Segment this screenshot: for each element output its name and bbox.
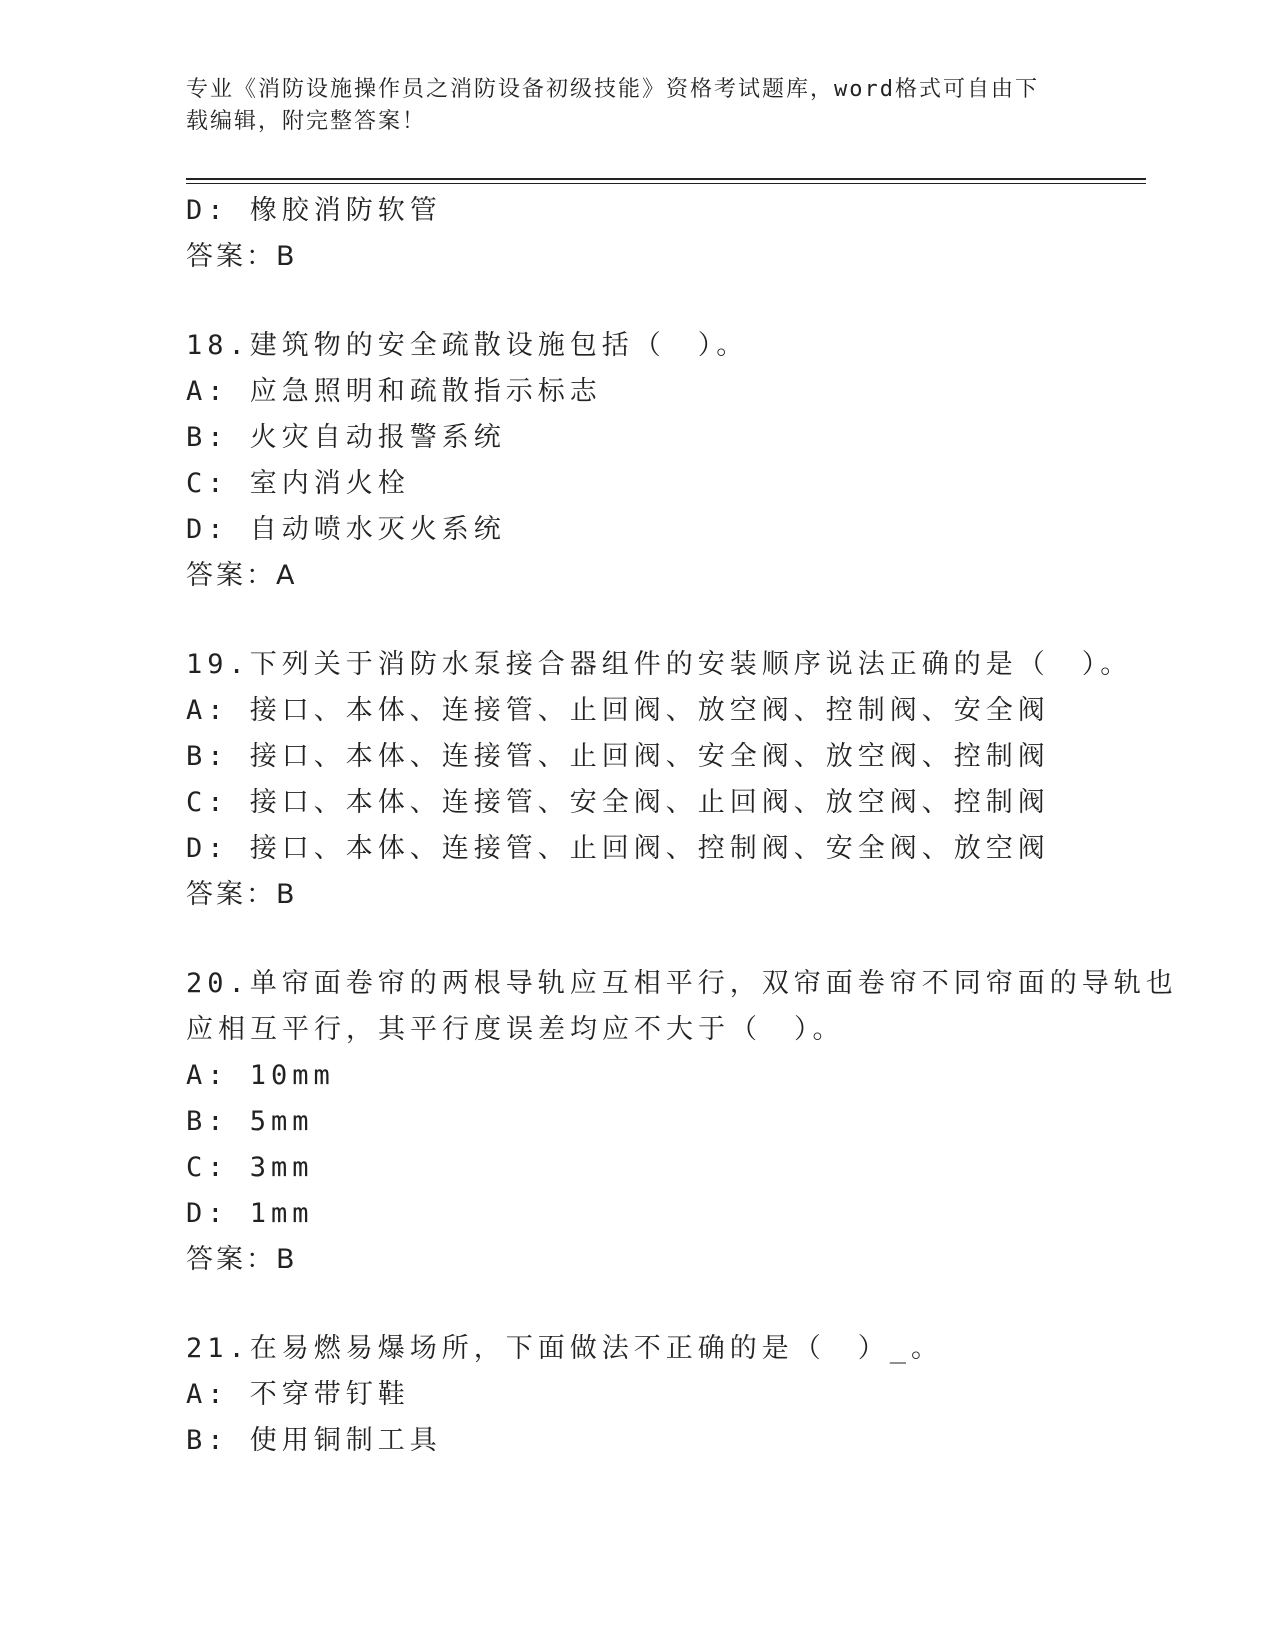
option-a: A: 10mm	[186, 1060, 335, 1091]
previous-question-tail	[186, 188, 1086, 280]
question-text: 18.建筑物的安全疏散设施包括（ ）。	[186, 330, 749, 361]
option-c: C: 室内消火栓	[186, 468, 410, 499]
header-rule-top	[186, 178, 1146, 180]
question-text-line-2: 应相互平行，其平行度误差均应不大于（ ）。	[186, 1014, 845, 1045]
question-list	[186, 188, 1178, 1464]
header-line-2: 载编辑，附完整答案！	[186, 109, 427, 134]
answer-line: 答案：B	[186, 879, 298, 910]
header-rule-bottom	[186, 183, 1146, 184]
option-c: C: 接口、本体、连接管、安全阀、止回阀、放空阀、控制阀	[186, 787, 1050, 818]
option-d: D: 接口、本体、连接管、止回阀、控制阀、安全阀、放空阀	[186, 833, 1050, 864]
question-text: 19.下列关于消防水泵接合器组件的安装顺序说法正确的是（ ）。	[186, 649, 1133, 680]
question-20	[186, 961, 1178, 1283]
question-21	[186, 1326, 1086, 1464]
option-b: B: 使用铜制工具	[186, 1425, 442, 1456]
document-header	[186, 74, 1086, 138]
option-a: A: 接口、本体、连接管、止回阀、放空阀、控制阀、安全阀	[186, 695, 1050, 726]
answer-line: 答案：B	[186, 1244, 298, 1275]
option-b: B: 5mm	[186, 1106, 314, 1137]
option-a: A: 应急照明和疏散指示标志	[186, 376, 602, 407]
option-c: C: 3mm	[186, 1152, 314, 1183]
question-text: 21.在易燃易爆场所，下面做法不正确的是（ ）_。	[186, 1333, 944, 1364]
option-d: D: 自动喷水灭火系统	[186, 514, 506, 545]
question-text-line-1: 20.单帘面卷帘的两根导轨应互相平行，双帘面卷帘不同帘面的导轨也	[186, 968, 1178, 999]
question-19	[186, 642, 1133, 918]
question-18	[186, 323, 1086, 599]
header-line-1: 专业《消防设施操作员之消防设备初级技能》资格考试题库，word格式可自由下	[186, 77, 1039, 102]
answer-line: 答案：B	[186, 241, 298, 272]
option-b: B: 火灾自动报警系统	[186, 422, 506, 453]
answer-line: 答案：A	[186, 560, 298, 591]
option-b: B: 接口、本体、连接管、止回阀、安全阀、放空阀、控制阀	[186, 741, 1050, 772]
option-d: D: 1mm	[186, 1198, 314, 1229]
option-a: A: 不穿带钉鞋	[186, 1379, 410, 1410]
option-d: D: 橡胶消防软管	[186, 195, 442, 226]
